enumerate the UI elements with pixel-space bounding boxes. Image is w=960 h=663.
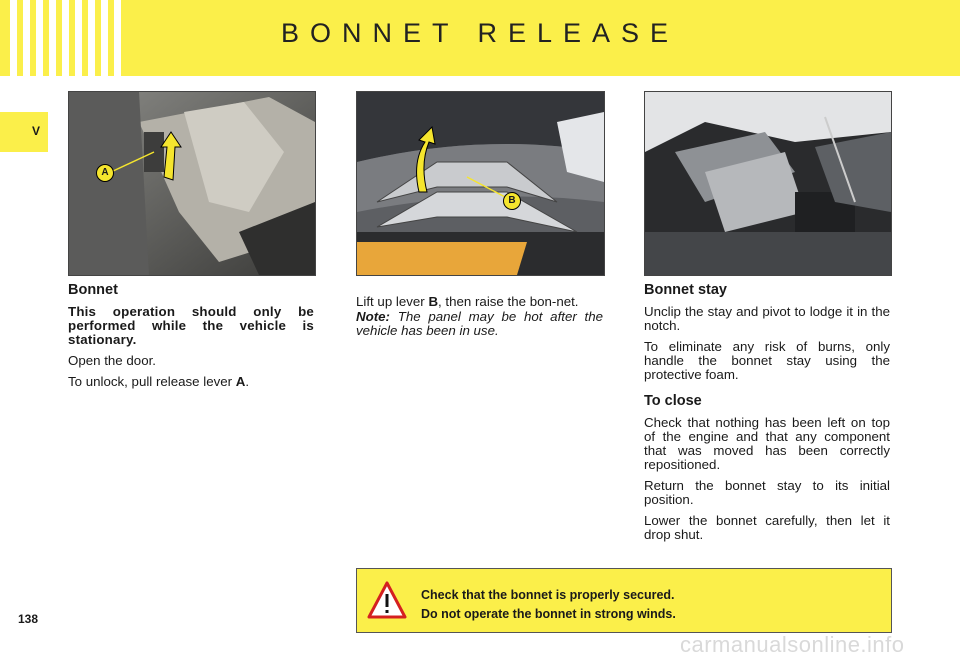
watermark: carmanualsonline.info	[680, 632, 905, 657]
warning-triangle-icon	[367, 581, 407, 619]
heading-bonnet: Bonnet	[68, 282, 118, 298]
close-instruction-1: Check that nothing has been left on top of the engine and that any component that was moved has been correctly repositioned.	[644, 415, 890, 472]
warning-box	[356, 568, 892, 633]
column-bonnet-stay	[644, 283, 890, 549]
stay-instruction-2: To eliminate any risk of burns, only handle the bonnet stay using the protective foam.	[644, 339, 890, 382]
lift-lever-text: Lift up lever B, then raise the bon-net.	[356, 294, 579, 309]
warning-line-secured: Check that the bonnet is properly secured.	[421, 588, 675, 602]
column-bonnet	[68, 283, 314, 396]
callout-a: A	[96, 164, 114, 182]
photo-engine-bay	[644, 91, 892, 276]
close-instruction-2: Return the bonnet stay to its initial position.	[644, 478, 890, 507]
step-pull-lever: To unlock, pull release lever A.	[68, 374, 250, 389]
close-instruction-3: Lower the bonnet carefully, then let it drop shut.	[644, 513, 890, 542]
photo-lever-b	[356, 91, 605, 276]
callout-b: B	[503, 192, 521, 210]
section-tab	[0, 112, 48, 152]
warning-lines	[421, 586, 676, 624]
hot-panel-note: Note: The panel may be hot after the vehicle has been in use.	[356, 309, 603, 338]
photo-release-lever	[68, 91, 316, 276]
page-number: 138	[18, 612, 39, 626]
safety-warning-text: This operation should only be performed while the vehicle is stationary.	[68, 304, 314, 347]
warning-line-winds: Do not operate the bonnet in strong winds.	[421, 607, 676, 621]
section-tab-label: V	[31, 124, 40, 138]
stay-instruction-1: Unclip the stay and pivot to lodge it in the notch.	[644, 304, 890, 333]
column-lever-b	[356, 295, 603, 345]
page-title: BONNET RELEASE	[280, 18, 680, 48]
header-band	[0, 0, 960, 76]
heading-bonnet-stay: Bonnet stay	[644, 282, 727, 298]
step-open-door: Open the door.	[68, 353, 156, 368]
heading-to-close: To close	[644, 393, 702, 409]
